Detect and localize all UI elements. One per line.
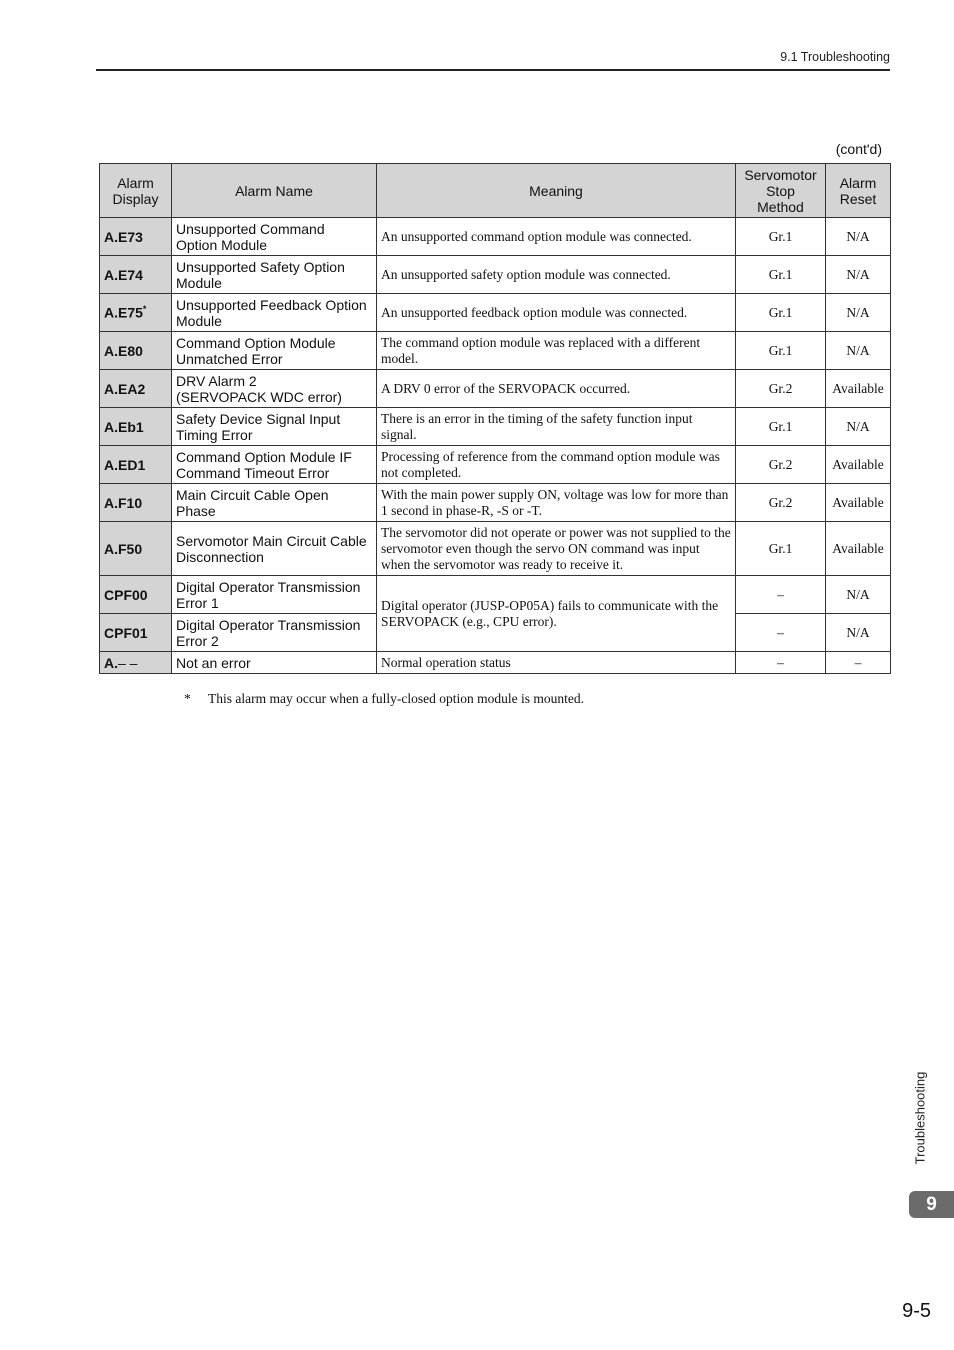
alarm-name: Digital Operator Transmission Error 1 [172, 576, 377, 614]
footnote-marker: * [142, 304, 147, 315]
stop-method: – [736, 652, 826, 674]
alarm-name: Unsupported Feedback Option Module [172, 294, 377, 332]
alarm-name: Command Option Module IF Command Timeout Error [172, 446, 377, 484]
alarm-code: A.F50 [100, 522, 172, 576]
table-row [100, 446, 891, 484]
alarm-meaning: An unsupported command option module was connected. [377, 218, 736, 256]
stop-method: Gr.1 [736, 218, 826, 256]
alarm-code: A.– – [100, 652, 172, 674]
alarm-meaning: Normal operation status [377, 652, 736, 674]
alarm-reset: N/A [826, 294, 891, 332]
alarm-name: DRV Alarm 2 (SERVOPACK WDC error) [172, 370, 377, 408]
table-row [100, 256, 891, 294]
alarm-reset: N/A [826, 332, 891, 370]
alarm-reset: N/A [826, 576, 891, 614]
alarm-name: Unsupported Safety Option Module [172, 256, 377, 294]
alarm-code: A.F10 [100, 484, 172, 522]
section-header: 9.1 Troubleshooting [780, 50, 890, 64]
stop-method: Gr.1 [736, 332, 826, 370]
alarm-reset: N/A [826, 408, 891, 446]
alarm-name: Unsupported Command Option Module [172, 218, 377, 256]
table-row [100, 522, 891, 576]
footnote-mark: * [184, 691, 191, 706]
header-alarm-display: Alarm Display [100, 164, 172, 218]
alarm-name: Not an error [172, 652, 377, 674]
alarm-code: A.E73 [100, 218, 172, 256]
header-rule [96, 69, 890, 71]
alarm-code: CPF00 [100, 576, 172, 614]
alarm-reset: – [826, 652, 891, 674]
alarm-code: CPF01 [100, 614, 172, 652]
table-header-row [100, 164, 891, 218]
alarm-code: A.ED1 [100, 446, 172, 484]
alarm-meaning: A DRV 0 error of the SERVOPACK occurred. [377, 370, 736, 408]
table-row [100, 370, 891, 408]
alarm-code: A.E75* [100, 294, 172, 332]
alarm-reset: N/A [826, 614, 891, 652]
table-row [100, 408, 891, 446]
alarm-meaning: Digital operator (JUSP-OP05A) fails to communicate with the SERVOPACK (e.g., CPU error). [377, 576, 736, 652]
chapter-tab: 9 [909, 1191, 954, 1218]
page-number: 9-5 [902, 1300, 931, 1322]
header-stop-method: Servomotor Stop Method [736, 164, 826, 218]
alarm-meaning: An unsupported feedback option module was connected. [377, 294, 736, 332]
stop-method: Gr.2 [736, 446, 826, 484]
stop-method: Gr.1 [736, 408, 826, 446]
alarm-meaning: An unsupported safety option module was connected. [377, 256, 736, 294]
stop-method: Gr.2 [736, 484, 826, 522]
alarm-code: A.EA2 [100, 370, 172, 408]
stop-method: Gr.2 [736, 370, 826, 408]
header-alarm-reset: Alarm Reset [826, 164, 891, 218]
alarm-name: Command Option Module Unmatched Error [172, 332, 377, 370]
alarm-reset: Available [826, 370, 891, 408]
alarm-meaning: The command option module was replaced with a different model. [377, 332, 736, 370]
alarm-reset: N/A [826, 218, 891, 256]
alarm-reset: Available [826, 446, 891, 484]
alarm-code: A.E80 [100, 332, 172, 370]
table-row [100, 576, 891, 614]
alarm-reset: N/A [826, 256, 891, 294]
continued-label: (cont'd) [835, 141, 882, 157]
stop-method: – [736, 614, 826, 652]
table-row [100, 218, 891, 256]
stop-method: Gr.1 [736, 294, 826, 332]
alarm-reset: Available [826, 484, 891, 522]
alarm-name: Safety Device Signal Input Timing Error [172, 408, 377, 446]
alarm-name: Servomotor Main Circuit Cable Disconnection [172, 522, 377, 576]
chapter-side-label: Troubleshooting [912, 1071, 928, 1165]
alarm-meaning: With the main power supply ON, voltage was low for more than 1 second in phase-R, -S or -T. [377, 484, 736, 522]
alarm-meaning: There is an error in the timing of the safety function input signal. [377, 408, 736, 446]
stop-method: Gr.1 [736, 522, 826, 576]
header-meaning: Meaning [377, 164, 736, 218]
alarm-reset: Available [826, 522, 891, 576]
alarm-name: Main Circuit Cable Open Phase [172, 484, 377, 522]
table-row [100, 294, 891, 332]
table-row [100, 332, 891, 370]
footnote [184, 691, 584, 707]
stop-method: Gr.1 [736, 256, 826, 294]
header-alarm-name: Alarm Name [172, 164, 377, 218]
stop-method: – [736, 576, 826, 614]
alarm-table [99, 163, 891, 674]
alarm-name: Digital Operator Transmission Error 2 [172, 614, 377, 652]
table-row [100, 484, 891, 522]
alarm-meaning: Processing of reference from the command option module was not completed. [377, 446, 736, 484]
footnote-text: This alarm may occur when a fully-closed option module is mounted. [208, 691, 585, 706]
alarm-code: A.Eb1 [100, 408, 172, 446]
table-row [100, 652, 891, 674]
alarm-code: A.E74 [100, 256, 172, 294]
alarm-meaning: The servomotor did not operate or power was not supplied to the servomotor even though the servo ON command was input when the servomotor was ready to receive it. [377, 522, 736, 576]
